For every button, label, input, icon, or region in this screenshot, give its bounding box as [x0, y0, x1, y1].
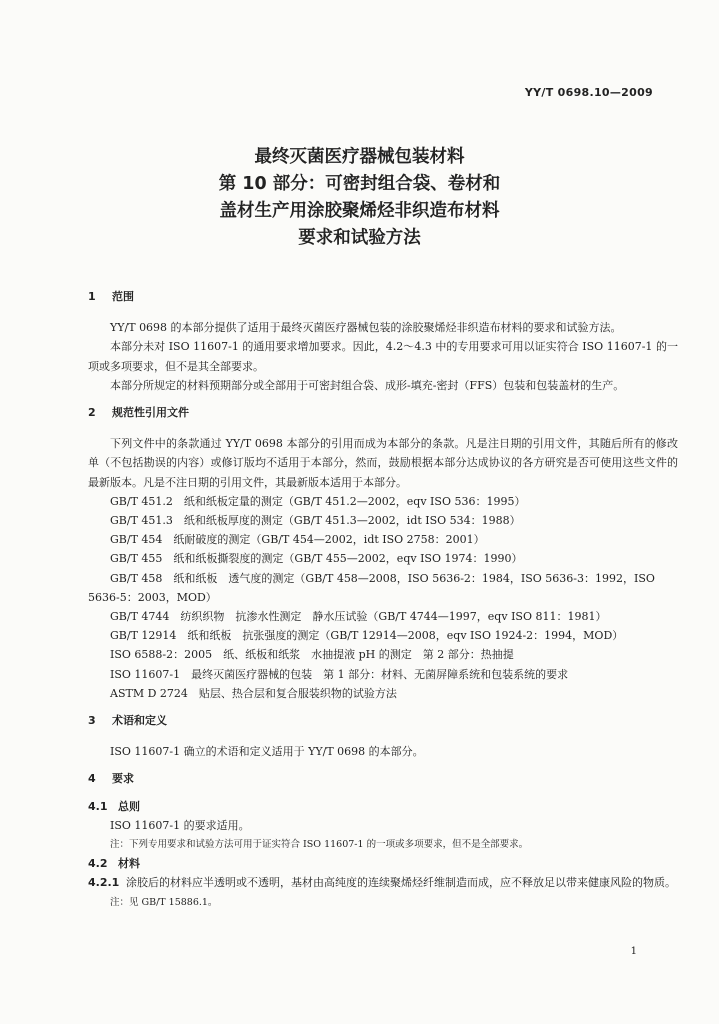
title-line-3: 盖材生产用涂胶聚烯烃非织造布材料 — [219, 201, 500, 221]
title-line-1: 最终灭菌医疗器械包装材料 — [254, 147, 465, 167]
clause-number: 4.2.1 — [88, 876, 120, 890]
reference-item: GB/T 451.3 纸和纸板厚度的测定（GB/T 451.3—2002，idt ISO 534：1988） — [110, 514, 521, 528]
standard-code: YY/T 0698.10—2009 — [524, 86, 653, 99]
reference-item: GB/T 451.2 纸和纸板定量的测定（GB/T 451.2—2002，eqv ISO 536：1995） — [110, 494, 526, 508]
paragraph: ISO 11607-1 确立的术语和定义适用于 YY/T 0698 的本部分。 — [110, 745, 424, 759]
section-heading-terms: 3 术语和定义 — [88, 714, 167, 728]
paragraph: 本部分所规定的材料预期部分或全部用于可密封组合袋、成形-填充-密封（FFS）包装和包装盖材的生产。 — [110, 378, 625, 392]
reference-item: ASTM D 2724 贴层、热合层和复合服装织物的试验方法 — [110, 686, 397, 700]
reference-item: ISO 11607-1 最终灭菌医疗器械的包装 第 1 部分：材料、无菌屏障系统和包装系统的要求 — [110, 667, 569, 681]
document-body — [88, 287, 678, 912]
reference-item: GB/T 12914 纸和纸板 抗张强度的测定（GB/T 12914—2008，eqv ISO 1924-2：1994，MOD） — [110, 629, 624, 643]
subsection-heading-general: 4.1 总则 — [88, 799, 140, 813]
title-line-2: 第 10 部分：可密封组合袋、卷材和 — [218, 174, 501, 194]
paragraph: 4.2.1 涂胶后的材料应半透明或不透明，基材由高纯度的连续聚烯烃纤维制造而成，应不释放足以带来健康风险的物质。 — [88, 873, 678, 892]
section-heading-scope: 1 范围 — [88, 290, 134, 303]
reference-item: GB/T 4744 纺织织物 抗渗水性测定 静水压试验（GB/T 4744—1997，eqv ISO 811：1981） — [110, 610, 607, 624]
section-heading-normative-references: 2 规范性引用文件 — [88, 406, 189, 420]
title-line-4: 要求和试验方法 — [298, 228, 421, 248]
reference-item: GB/T 455 纸和纸板撕裂度的测定（GB/T 455—2002，eqv ISO 1974：1990） — [110, 552, 523, 566]
reference-item: GB/T 454 纸耐破度的测定（GB/T 454—2002，idt ISO 2758：2001） — [110, 533, 485, 547]
page-number: 1 — [630, 946, 637, 957]
paragraph: 本部分未对 ISO 11607-1 的通用要求增加要求。因此，4.2～4.3 中的专用要求可用以证实符合 ISO 11607-1 的一项或多项要求，但不是其全部要求。 — [88, 340, 678, 373]
reference-item: GB/T 458 纸和纸板 透气度的测定（GB/T 458—2008，ISO 5636-2：1984，ISO 5636-3：1992，ISO 5636-5：2003，MOD） — [88, 571, 655, 604]
paragraph: YY/T 0698 的本部分提供了适用于最终灭菌医疗器械包装的涂胶聚烯烃非织造布材料的要求和试验方法。 — [110, 321, 622, 335]
section-heading-requirements: 4 要求 — [88, 772, 134, 786]
note: 注：见 GB/T 15886.1。 — [110, 896, 218, 908]
document-title — [0, 144, 719, 252]
paragraph: 下列文件中的条款通过 YY/T 0698 本部分的引用而成为本部分的条款。凡是注日期的引用文件，其随后所有的修改单（不包括勘误的内容）或修订版均不适用于本部分，然而，鼓励根据本部分达成协议的各方研究是否可使用这些文件的最新版本。凡是不注日期的引用文件，其最新版本适用于本部分。 — [88, 437, 678, 489]
subsection-heading-materials: 4.2 材料 — [88, 857, 140, 871]
paragraph: ISO 11607-1 的要求适用。 — [110, 818, 250, 832]
reference-item: ISO 6588-2：2005 纸、纸板和纸浆 水抽提液 pH 的测定 第 2 部分：热抽提 — [110, 648, 514, 662]
note: 注：下列专用要求和试验方法可用于证实符合 ISO 11607-1 的一项或多项要求，但不是全部要求。 — [110, 839, 529, 851]
